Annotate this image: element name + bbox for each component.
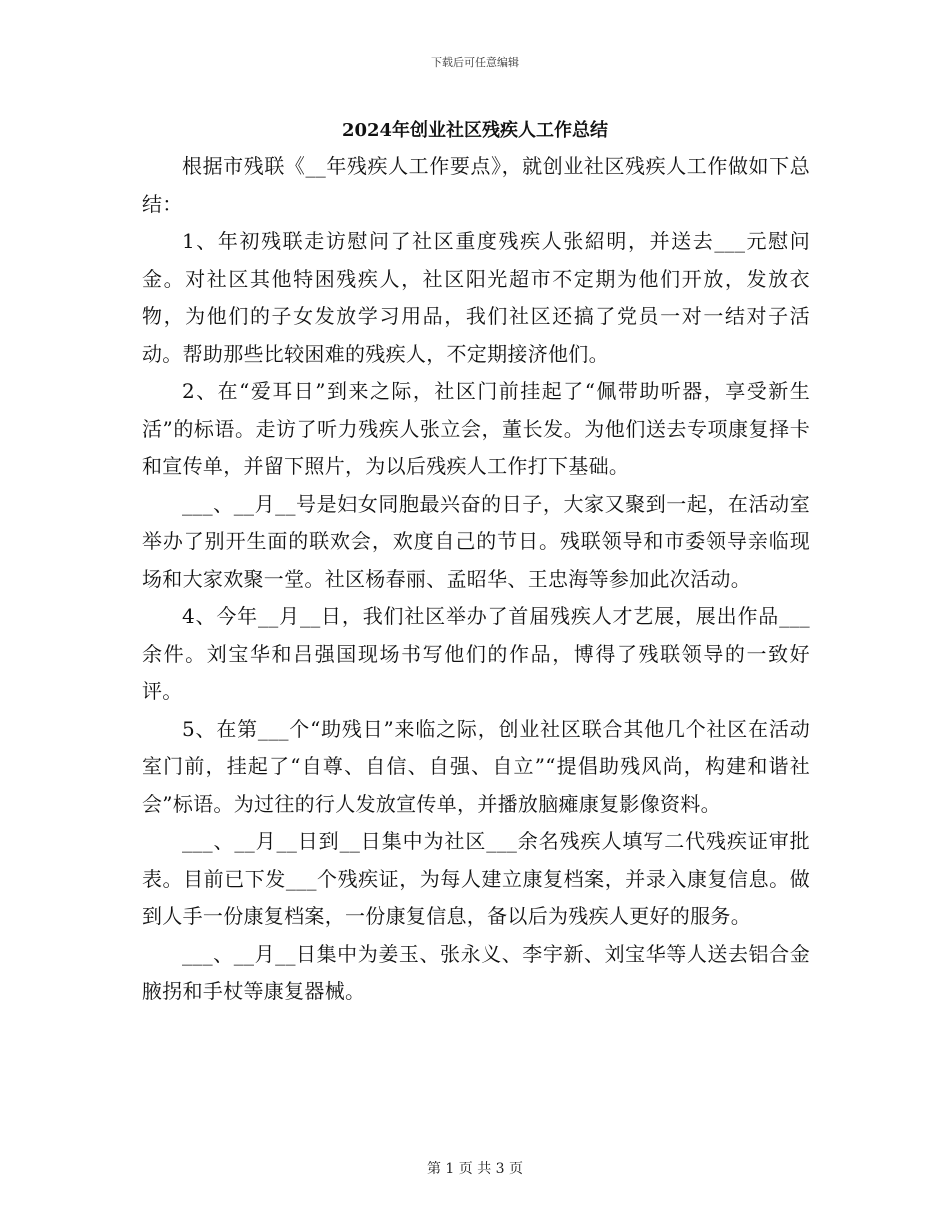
paragraph-item-4: 4、今年__月__日，我们社区举办了首届残疾人才艺展，展出作品___余件。刘宝华和吕强国现场书写他们的作品，博得了残联领导的一致好评。 (142, 604, 810, 703)
paragraph-item-5: 5、在第___个“助残日”来临之际，创业社区联合其他几个社区在活动室门前，挂起了“自尊、自信、自强、自立”“提倡助残风尚，构建和谐社会”标语。为过往的行人发放宣传单，并播放脑瘫康复影像资料。 (142, 716, 810, 816)
header-note: 下载后可任意编辑 (431, 56, 519, 69)
page-number: 第 1 页 共 3 页 (426, 1161, 524, 1177)
paragraph-item-1: 1、年初残联走访慰问了社区重度残疾人张紹明，并送去___元慰问金。对社区其他特困残疾人，社区阳光超市不定期为他们开放，发放衣物，为他们的子女发放学习用品，我们社区还搞了党员一对一结对子活动。帮助那些比较困难的残疾人，不定期接济他们。 (142, 229, 810, 366)
paragraph-item-6: ___、__月__日到__日集中为社区___余名残疾人填写二代残疾证审批表。目前已下发___个残疾证，为每人建立康复档案，并录入康复信息。做到人手一份康复档案，一份康复信息，备以后为残疾人更好的服务。 (142, 829, 810, 928)
document-body (142, 148, 810, 1011)
document-title: 2024年创业社区残疾人工作总结 (341, 120, 609, 141)
paragraph-intro: 根据市残联《__年残疾人工作要点》，就创业社区残疾人工作做如下总结： (142, 154, 810, 216)
paragraph-item-2: 2、在“爱耳日”到来之际，社区门前挂起了“佩带助听器，享受新生活”的标语。走访了听力残疾人张立会，董长发。为他们送去专项康复择卡和宣传单，并留下照片，为以后残疾人工作打下基础。 (142, 379, 810, 478)
paragraph-item-7: ___、__月__日集中为姜玉、张永义、李宇新、刘宝华等人送去铝合金腋拐和手杖等康复器械。 (142, 941, 810, 1003)
paragraph-item-3: ___、__月__号是妇女同胞最兴奋的日子，大家又聚到一起，在活动室举办了别开生面的联欢会，欢度自己的节日。残联领导和市委领导亲临现场和大家欢聚一堂。社区杨春丽、孟昭华、王忠海等参加此次活动。 (142, 491, 810, 591)
